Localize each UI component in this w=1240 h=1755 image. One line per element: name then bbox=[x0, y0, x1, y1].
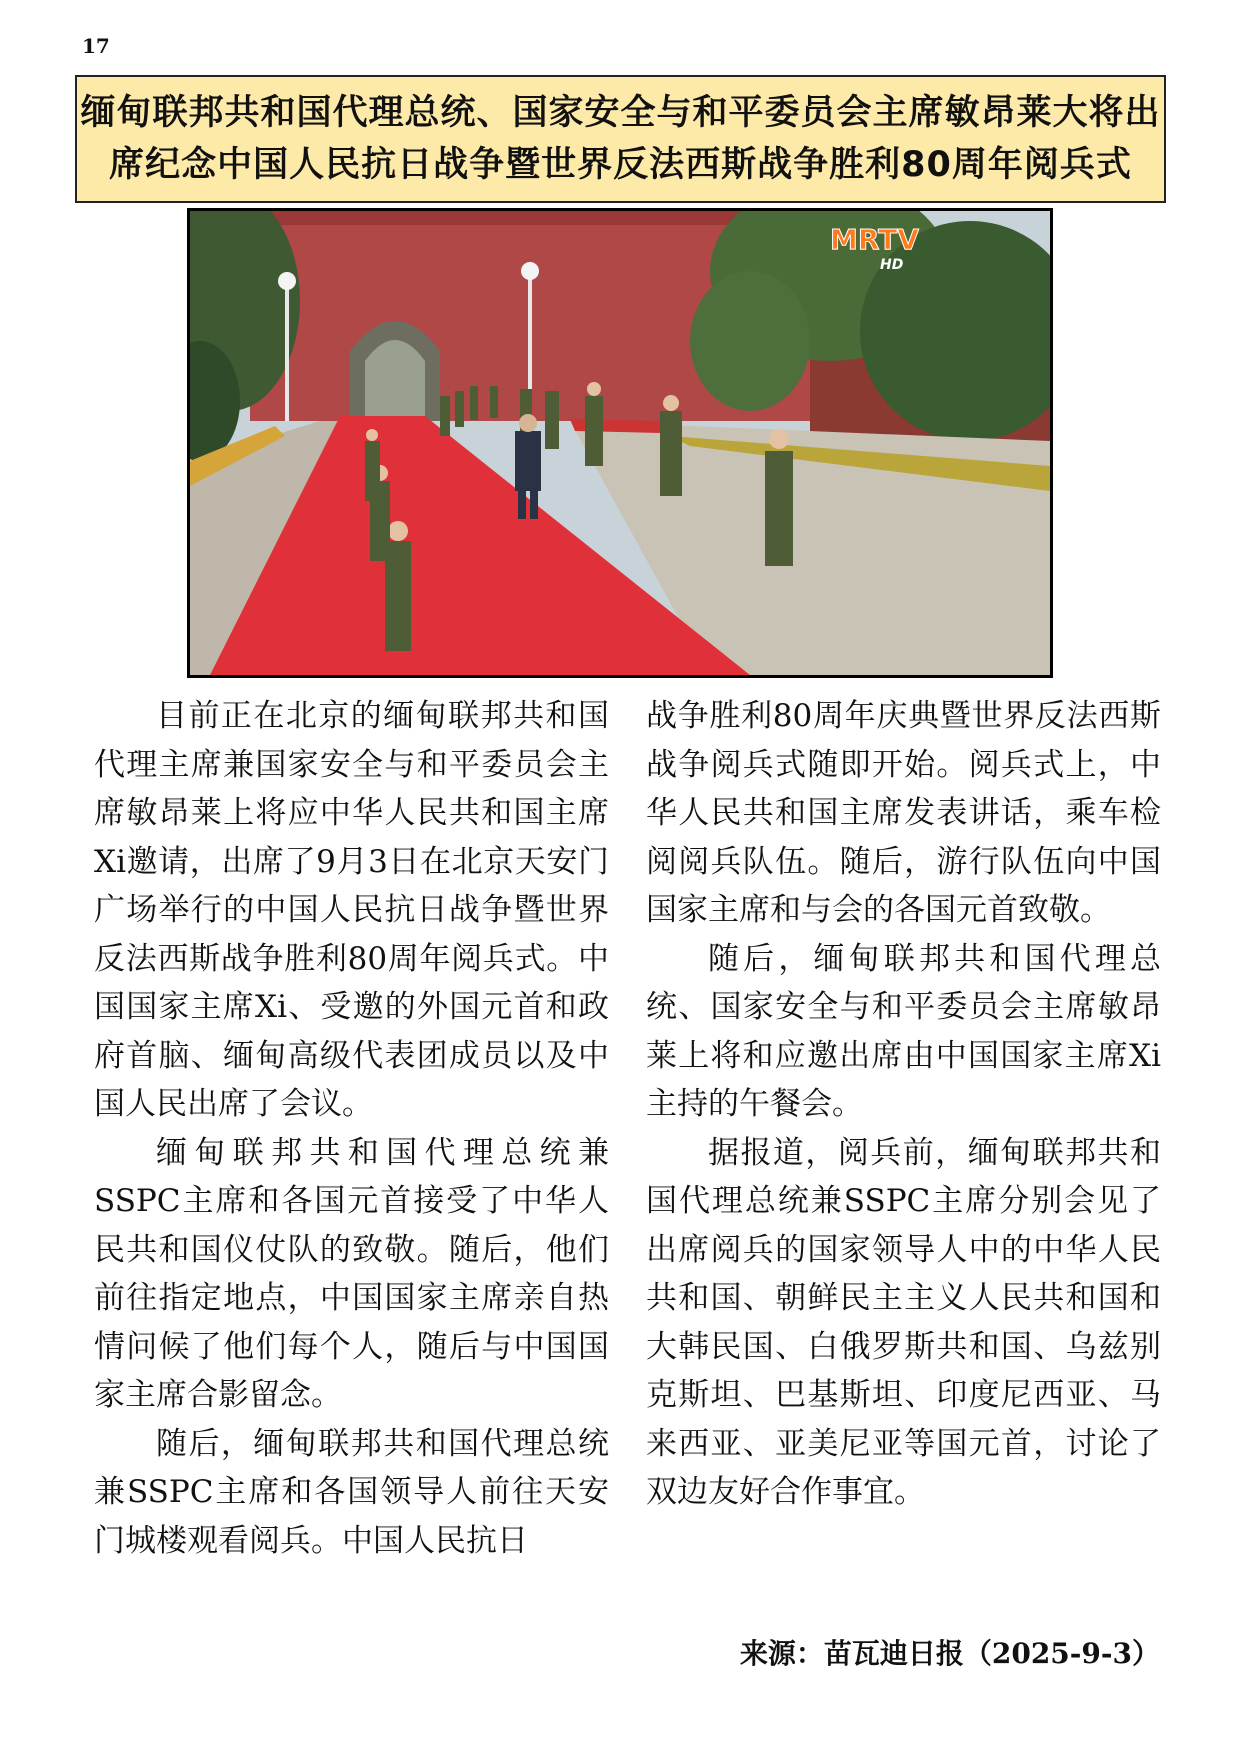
column-left bbox=[94, 692, 609, 1565]
paragraph-4: 随后，缅甸联邦共和国代理总统、国家安全与和平委员会主席敏昂莱上将和应邀出席由中国国家主席Xi主持的午餐会。 bbox=[646, 940, 1161, 1122]
paragraph-3-end: 战争胜利80周年庆典暨世界反法西斯战争阅兵式随即开始。阅兵式上，中华人民共和国主席发表讲话，乘车检阅阅兵队伍。随后，游行队伍向中国国家主席和与会的各国元首致敬。 bbox=[646, 698, 1161, 928]
watermark-text: MRTV bbox=[830, 223, 919, 256]
paragraph-3-start: 随后，缅甸联邦共和国代理总统兼SSPC主席和各国领导人前往天安门城楼观看阅兵。中国人民抗日 bbox=[94, 1425, 609, 1559]
source-credit: 来源：苗瓦迪日报（2025-9-3） bbox=[739, 1637, 1160, 1670]
page-number: 17 bbox=[82, 34, 110, 58]
headline-box bbox=[75, 75, 1166, 203]
headline: 缅甸联邦共和国代理总统、国家安全与和平委员会主席敏昂莱大将出席纪念中国人民抗日战争暨世界反法西斯战争胜利80周年阅兵式 bbox=[80, 93, 1161, 185]
paragraph-2: 缅甸联邦共和国代理总统兼SSPC主席和各国元首接受了中华人民共和国仪仗队的致敬。随后，他们前往指定地点，中国国家主席亲自热情问候了他们每个人，随后与中国国家主席合影留念。 bbox=[94, 1134, 609, 1413]
paragraph-1: 目前正在北京的缅甸联邦共和国代理主席兼国家安全与和平委员会主席敏昂莱上将应中华人民共和国主席Xi邀请，出席了9月3日在北京天安门广场举行的中国人民抗日战争暨世界反法西斯战争胜利80周年阅兵式。中国国家主席Xi、受邀的外国元首和政府首脑、缅甸高级代表团成员以及中国人民出席了会议。 bbox=[94, 698, 609, 1122]
paragraph-5: 据报道，阅兵前，缅甸联邦共和国代理总统兼SSPC主席分别会见了出席阅兵的国家领导人中的中华人民共和国、朝鲜民主主义人民共和国和大韩民国、白俄罗斯共和国、乌兹别克斯坦、巴基斯坦、印度尼西亚、马来西亚、亚美尼亚等国元首，讨论了双边友好合作事宜。 bbox=[646, 1134, 1161, 1510]
news-photo bbox=[187, 208, 1053, 678]
watermark-sub: HD bbox=[880, 257, 904, 273]
column-right bbox=[646, 692, 1161, 1517]
